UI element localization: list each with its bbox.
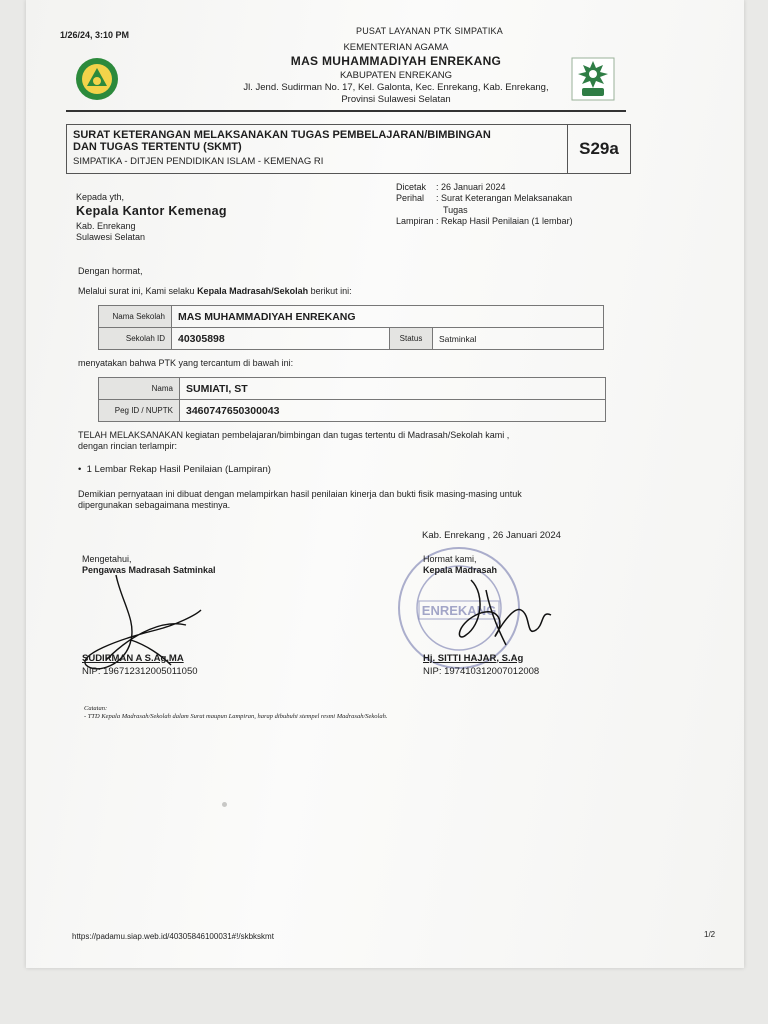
principal-label-2: Kepala Madrasah [423, 565, 498, 576]
school-id-label: Sekolah ID [99, 328, 172, 350]
meta-printed-label: Dicetak [396, 182, 427, 192]
school-id-value: 40305898 [172, 328, 390, 350]
supervisor-block [82, 554, 216, 678]
supervisor-label-2: Pengawas Madrasah Satminkal [82, 565, 216, 576]
principal-nip: NIP: 197410312007012008 [423, 666, 540, 678]
principal-block [423, 554, 539, 678]
supervisor-name: SUDIRMAN A S.Ag,MA [82, 652, 184, 664]
address-line1: Jl. Jend. Sudirman No. 17, Kel. Galonta, Kec. Enrekang, Kab. Enrekang, [243, 81, 549, 93]
letterhead [176, 42, 616, 106]
note-block [84, 705, 387, 722]
done-paragraph [78, 430, 638, 453]
signature-spacer [82, 577, 216, 653]
school-id-row [99, 328, 604, 350]
note-text: - TTD Kepala Madrasah/Sekolah dalam Surat maupun Lampiran, harap dibubuhi stempel resmi Madrasah/Sekolah. [84, 713, 388, 721]
meta-printed-value: : 26 Januari 2024 [436, 182, 506, 192]
ptk-name-label: Nama [99, 378, 180, 400]
institution-name: MAS MUHAMMADIYAH ENREKANG [290, 54, 502, 69]
title-box [66, 124, 631, 174]
school-status-value: Satminkal [433, 328, 604, 350]
stamp-text: ENREKANG [421, 603, 497, 618]
print-datetime: 1/26/24, 3:10 PM [60, 30, 130, 40]
school-status-label: Status [390, 328, 433, 350]
supervisor-nip: NIP: 196712312005011050 [82, 666, 198, 678]
meta-attachment-label: Lampiran [396, 215, 434, 226]
document-page [26, 0, 744, 968]
meta-subject-row [396, 193, 606, 216]
ptk-peg-label: Peg ID / NUPTK [99, 400, 180, 422]
meta-subject-value [436, 193, 606, 216]
ministry-name: KEMENTERIAN AGAMA [343, 42, 449, 53]
signature-spacer [423, 577, 539, 653]
principal-name: Hj. SITTI HAJAR, S.Ag [423, 652, 524, 664]
title-line-2: DAN TUGAS TERTENTU (SKMT) [73, 140, 242, 153]
intro-pre: Melalui surat ini, Kami selaku [78, 286, 198, 296]
kemenag-logo-icon [74, 56, 120, 102]
meta-subject-label: Perihal [396, 193, 425, 204]
recipient-name: Kepala Kantor Kemenag [76, 204, 227, 219]
intro-sentence [78, 286, 352, 297]
closing-paragraph [78, 489, 658, 512]
recipient-line2: Sulawesi Selatan [76, 232, 146, 243]
school-name-value: MAS MUHAMMADIYAH ENREKANG [172, 306, 604, 328]
ptk-name-value: SUMIATI, ST [180, 378, 606, 400]
recipient-salutation: Kepada yth, [76, 192, 125, 202]
school-table [98, 305, 604, 350]
closing-line-1: Demikian pernyataan ini dibuat dengan melampirkan hasil penilaian kinerja dan bukti fisik masing-masing untuk [78, 489, 522, 499]
greeting: Dengan hormat, [78, 266, 143, 276]
meta-subject-value-1: : Surat Keterangan Melaksanakan [436, 193, 573, 204]
ptk-name-row [99, 378, 606, 400]
meta-printed-row [396, 182, 606, 193]
intro-post: berikut ini: [308, 286, 352, 296]
regency-name: KABUPATEN ENREKANG [339, 69, 453, 81]
document-title [73, 130, 568, 153]
intro-bold: Kepala Madrasah/Sekolah [197, 286, 309, 296]
letter-meta [396, 182, 606, 227]
footer-url: https://padamu.siap.web.id/40305846100031#!/skbkskmt [72, 932, 274, 941]
ptk-peg-row [99, 400, 606, 422]
ptk-table [98, 377, 606, 422]
bullet-text: 1 Lembar Rekap Hasil Penilaian (Lampiran) [86, 464, 271, 475]
supervisor-label-1: Mengetahui, [82, 554, 132, 564]
statement: menyatakan bahwa PTK yang tercantum di bawah ini: [78, 358, 294, 368]
ptk-peg-value: 3460747650300043 [180, 400, 606, 422]
school-name-row [99, 306, 604, 328]
title-line-1: SURAT KETERANGAN MELAKSANAKAN TUGAS PEMBELAJARAN/BIMBINGAN [73, 129, 491, 141]
footer-page-number: 1/2 [704, 930, 716, 939]
recipient-block [76, 192, 227, 243]
closing-line-2: dipergunakan sebagaimana mestinya. [78, 500, 231, 511]
document-subtitle: SIMPATIKA - DITJEN PENDIDIKAN ISLAM - KEMENAG RI [73, 156, 324, 167]
meta-attachment-row [396, 216, 606, 227]
form-code: S29a [567, 125, 630, 173]
address-line2: Provinsi Sulawesi Selatan [341, 93, 451, 105]
school-name-label: Nama Sekolah [99, 306, 172, 328]
note-heading: Catatan: [84, 705, 108, 712]
place-date: Kab. Enrekang , 26 Januari 2024 [422, 530, 561, 541]
done-line-2: dengan rincian terlampir: [78, 441, 178, 452]
muhammadiyah-logo-icon [570, 56, 616, 102]
letterhead-divider [66, 110, 626, 112]
bullet-icon: • [78, 464, 87, 475]
meta-subject-value-2: Tugas [443, 204, 468, 215]
recipient-line1: Kab. Enrekang [76, 220, 136, 231]
attachment-list-item [78, 464, 271, 475]
principal-label-1: Hormat kami, [423, 554, 477, 564]
paper-speck [222, 802, 227, 807]
done-line-1: TELAH MELAKSANAKAN kegiatan pembelajaran/bimbingan dan tugas tertentu di Madrasah/Sekolah kami , [78, 430, 510, 440]
meta-attachment-value: : Rekap Hasil Penilaian (1 lembar) [436, 215, 573, 226]
service-name: PUSAT LAYANAN PTK SIMPATIKA [356, 26, 503, 36]
